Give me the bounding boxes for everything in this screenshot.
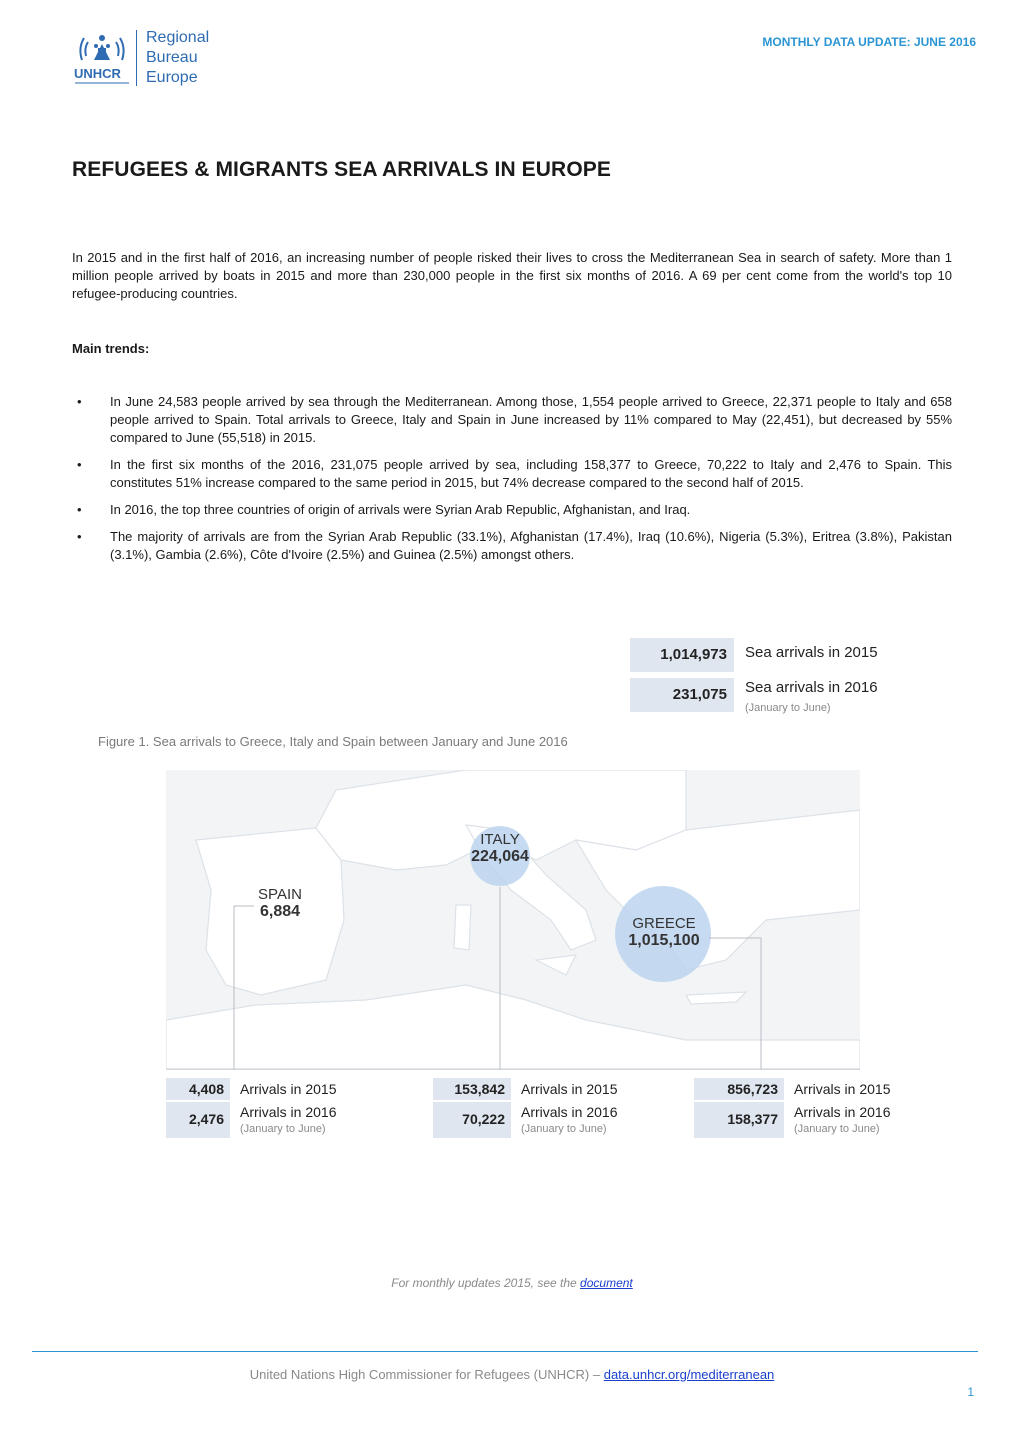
spain-name: SPAIN bbox=[258, 886, 302, 903]
bullet-icon: • bbox=[77, 457, 82, 472]
italy-label bbox=[450, 831, 550, 866]
total-2016-label: Sea arrivals in 2016 bbox=[745, 679, 878, 696]
list-item-text: In June 24,583 people arrived by sea through the Mediterranean. Among those, 1,554 people arrived to Greece, 22,371 people to Italy and 658 people arrived to Spain. Total arrivals to Greece, Italy and Spain in June increased by 11% compared to May (22,451), but decreased by 55% compared to June (55,518) in 2015. bbox=[110, 394, 952, 445]
greece-label bbox=[604, 915, 724, 950]
footer-org bbox=[0, 1367, 1024, 1382]
greece-2016-label: Arrivals in 2016 bbox=[794, 1104, 891, 1120]
greece-2015-value: 856,723 bbox=[694, 1078, 784, 1100]
total-2015 bbox=[630, 638, 930, 672]
update-label: MONTHLY DATA UPDATE: JUNE 2016 bbox=[762, 35, 976, 49]
list-item bbox=[72, 528, 952, 564]
bullet-icon: • bbox=[77, 394, 82, 409]
list-item bbox=[72, 456, 952, 492]
bullet-icon: • bbox=[77, 502, 82, 517]
total-2016 bbox=[630, 678, 930, 712]
spain-total: 6,884 bbox=[259, 903, 301, 920]
total-2016-value: 231,075 bbox=[630, 678, 734, 712]
bureau-line: Regional bbox=[146, 29, 210, 46]
unhcr-emblem-icon bbox=[72, 26, 132, 88]
spain-2016-label: Arrivals in 2016 bbox=[240, 1104, 337, 1120]
spain-2015-value: 4,408 bbox=[166, 1078, 230, 1100]
italy-2015-label: Arrivals in 2015 bbox=[521, 1081, 618, 1097]
greece-total: 1,015,100 bbox=[628, 932, 700, 949]
greece-2016-value: 158,377 bbox=[694, 1102, 784, 1138]
figure-caption: Figure 1. Sea arrivals to Greece, Italy and Spain between January and June 2016 bbox=[98, 734, 568, 749]
list-item-text: In 2016, the top three countries of origin of arrivals were Syrian Arab Republic, Afghanistan, and Iraq. bbox=[110, 502, 691, 517]
italy-total: 224,064 bbox=[471, 848, 529, 865]
footer-org-text: United Nations High Commissioner for Refugees (UNHCR) – bbox=[249, 1367, 604, 1382]
trends-heading: Main trends: bbox=[72, 341, 150, 356]
logo-wordmark: UNHCR bbox=[74, 66, 121, 81]
greece-name: GREECE bbox=[632, 915, 696, 932]
trends-list bbox=[72, 393, 952, 573]
bureau-line: Europe bbox=[146, 69, 198, 86]
spain-label bbox=[232, 886, 328, 921]
spain-2016-value: 2,476 bbox=[166, 1102, 230, 1138]
document-link[interactable]: document bbox=[580, 1276, 633, 1290]
italy-2016-label: Arrivals in 2016 bbox=[521, 1104, 618, 1120]
data-portal-link[interactable]: data.unhcr.org/mediterranean bbox=[603, 1367, 775, 1382]
italy-name: ITALY bbox=[480, 831, 520, 848]
greece-2015-label: Arrivals in 2015 bbox=[794, 1081, 891, 1097]
total-2016-sub: (January to June) bbox=[745, 702, 831, 714]
footer-divider bbox=[32, 1351, 978, 1352]
monthly-updates-note bbox=[0, 1276, 1024, 1290]
italy-2016-value: 70,222 bbox=[433, 1102, 511, 1138]
logo-divider bbox=[136, 30, 137, 86]
italy-2015-value: 153,842 bbox=[433, 1078, 511, 1100]
intro-paragraph: In 2015 and in the first half of 2016, an increasing number of people risked their lives to cross the Mediterranean Sea in search of safety. More than 1 million people arrived by boats in 2015 and more than 230,000 people in the first six months of 2016. A 69 per cent come from the world's top 10 refugee-producing countries. bbox=[72, 250, 952, 301]
page-number: 1 bbox=[967, 1385, 974, 1399]
spain-2016-sub: (January to June) bbox=[240, 1123, 326, 1135]
list-item-text: In the first six months of the 2016, 231,075 people arrived by sea, including 158,377 to Greece, 70,222 to Italy and 2,476 to Spain. This constitutes 51% increase compared to the same period in 2015, but 74% decrease compared to the second half of 2015. bbox=[110, 457, 952, 490]
monthly-updates-text: For monthly updates 2015, see the bbox=[391, 1276, 581, 1290]
document-title: REFUGEES & MIGRANTS SEA ARRIVALS IN EUROPE bbox=[72, 158, 611, 181]
italy-2016-sub: (January to June) bbox=[521, 1123, 607, 1135]
spain-2015-label: Arrivals in 2015 bbox=[240, 1081, 337, 1097]
list-item bbox=[72, 393, 952, 447]
bureau-line: Bureau bbox=[146, 49, 198, 66]
list-item bbox=[72, 501, 952, 519]
greece-2016-sub: (January to June) bbox=[794, 1123, 880, 1135]
total-2015-label: Sea arrivals in 2015 bbox=[745, 644, 878, 661]
sardinia-landmass bbox=[454, 905, 471, 950]
total-2015-value: 1,014,973 bbox=[630, 638, 734, 672]
bureau-name bbox=[146, 28, 209, 88]
list-item-text: The majority of arrivals are from the Syrian Arab Republic (33.1%), Afghanistan (17.4%), Iraq (10.6%), Nigeria (5.3%), Eritrea (3.8%), Pakistan (3.1%), Gambia (2.6%), Côte d'Ivoire (2.5%) and Guinea (2.5%) amongst others. bbox=[110, 529, 952, 562]
bullet-icon: • bbox=[77, 529, 82, 544]
unhcr-logo bbox=[72, 26, 232, 92]
